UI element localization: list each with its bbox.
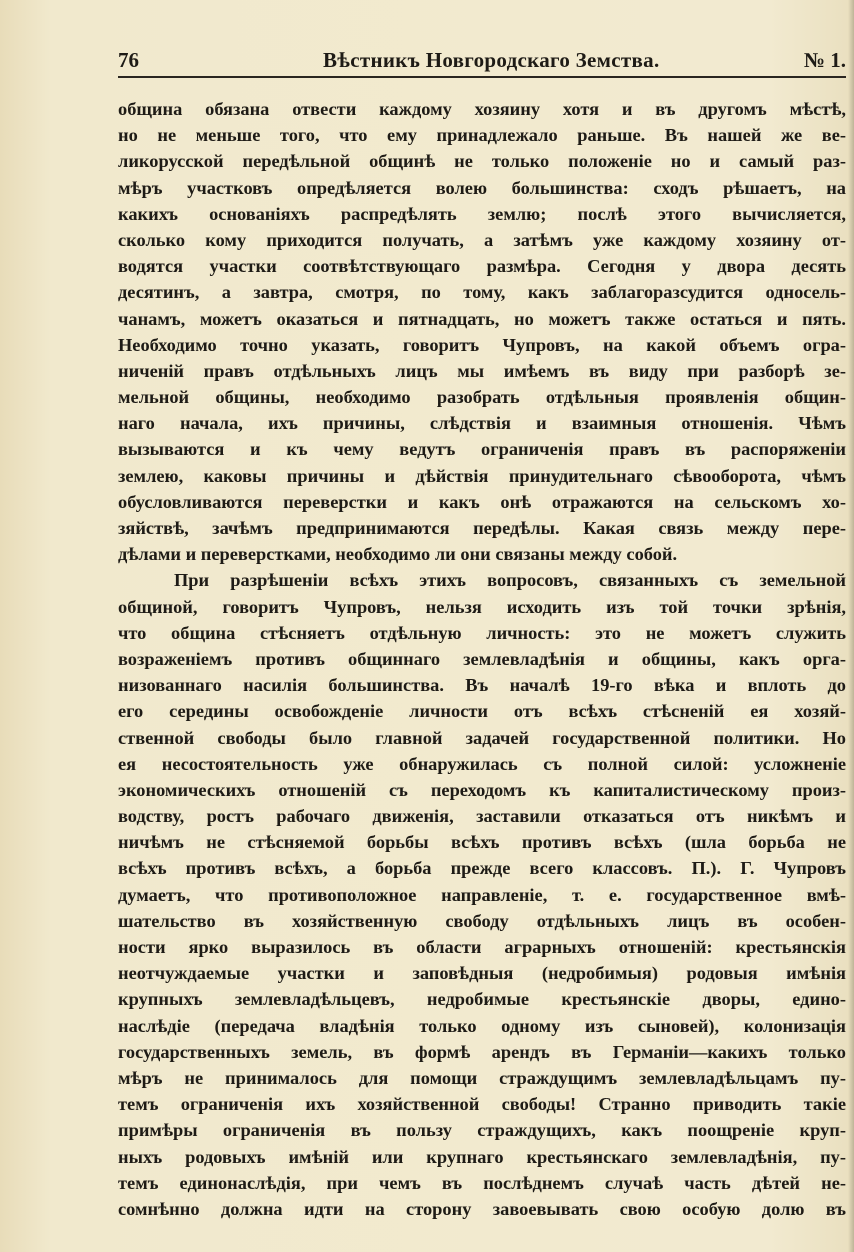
text-line: Необходимо точно указать, говоритъ Чупровъ, на какой объемъ огра- [118, 334, 846, 355]
text-line: ея несостоятельность уже обнаружилась съ полной силой: усложненіе [118, 753, 846, 774]
text-line: При разрѣшеніи всѣхъ этихъ вопросовъ, связанныхъ съ земельной [174, 570, 846, 591]
text-line: обусловливаются переверстки и какъ онѣ отражаются на сельскомъ хо- [118, 491, 846, 512]
text-line: сомнѣнно должна идти на сторону завоевывать свою особую долю въ [118, 1198, 846, 1219]
text-line: его середины освобожденіе личности отъ всѣхъ стѣсненій ея хозяй- [118, 701, 846, 722]
text-line: ности ярко выразилось въ области аграрныхъ отношеній: крестьянскія [118, 937, 846, 957]
text-line: экономическихъ отношеній съ переходомъ къ капиталистическому произ- [118, 779, 846, 800]
text-line: сколько кому приходится получать, а затѣмъ уже каждому хозяину от- [118, 229, 846, 250]
text-line: общиной, говоритъ Чупровъ, нельзя исходить изъ той точки зрѣнія, [118, 596, 846, 617]
text-line: мѣръ участковъ опредѣляется волею большинства: сходъ рѣшаетъ, на [118, 177, 846, 198]
text-line: водству, ростъ рабочаго движенія, заставили отказаться отъ никѣмъ и [118, 806, 846, 827]
text-line: ственной свободы было главной задачей государственной политики. Но [118, 727, 846, 748]
text-line: ничѣмъ не стѣсняемой борьбы всѣхъ противъ всѣхъ (шла борьба не [118, 832, 846, 853]
text-line: но не меньше того, что ему принадлежало раньше. Въ нашей же ве- [118, 125, 846, 146]
text-line: крупныхъ землевладѣльцевъ, недробимые крестьянскіе дворы, едино- [118, 989, 846, 1010]
text-line: вызываются и къ чему ведутъ ограниченія правъ въ распоряженіи [118, 439, 846, 460]
text-line: ныхъ родовыхъ имѣній или крупнаго крестьянскаго землевладѣнія, пу- [118, 1146, 846, 1167]
text-line: неотчуждаемые участки и заповѣдныя (недробимыя) родовыя имѣнія [118, 963, 846, 984]
text-line: что община стѣсняетъ отдѣльную личность: это не можетъ служить [118, 622, 846, 643]
text-line: темъ единонаслѣдія, при чемъ въ послѣднемъ случаѣ часть дѣтей не- [118, 1172, 846, 1193]
journal-title: Вѣстникъ Новгородскаго Земства. [323, 48, 660, 72]
text-line: ликорусской передѣльной общинѣ не только положеніе но и самый раз- [118, 151, 846, 172]
text-line: низованнаго насилія большинства. Въ началѣ 19-го вѣка и вплоть до [118, 675, 846, 696]
text-line: всѣхъ противъ всѣхъ, а борьба прежде всего классовъ. П.). Г. Чупровъ [118, 858, 846, 879]
text-line: думаетъ, что противоположное направленіе, т. е. государственное вмѣ- [118, 884, 846, 905]
text-line: какихъ основаніяхъ распредѣлять землю; послѣ этого вычисляется, [118, 203, 846, 224]
text-line: водятся участки соотвѣтствующаго размѣра. Сегодня у двора десять [118, 256, 846, 277]
text-line: землею, каковы причины и дѣйствія принудительнаго сѣвооборота, чѣмъ [118, 465, 846, 486]
issue-number: № 1. [803, 48, 846, 72]
text-line: наслѣдіе (передача владѣнія только одному изъ сыновей), колонизація [118, 1015, 846, 1036]
text-line: ниченій правъ отдѣльныхъ лицъ мы имѣемъ въ виду при разборѣ зе- [118, 360, 846, 381]
text-line: государственныхъ земель, въ формѣ арендъ въ Германіи—какихъ только [118, 1041, 846, 1062]
text-line: дѣлами и переверстками, необходимо ли они связаны между собой. [118, 544, 678, 565]
page-edge-shadow [848, 0, 854, 1252]
page-number: 76 [118, 48, 139, 72]
text-line: десятинъ, а завтра, смотря, по тому, какъ заблагоразсудится односель- [118, 282, 846, 303]
text-line: община обязана отвести каждому хозяину хотя и въ другомъ мѣстѣ, [118, 99, 846, 119]
text-line: возраженіемъ противъ общиннаго землевладѣнія и общины, какъ орга- [118, 648, 846, 669]
text-line: шательство въ хозяйственную свободу отдѣльныхъ лицъ въ особен- [118, 910, 846, 931]
text-line: зяйствѣ, зачѣмъ предпринимаются передѣлы. Какая связь между пере- [118, 518, 846, 538]
text-line: мельной общины, необходимо разобрать отдѣльныя проявленія общин- [118, 387, 846, 408]
text-line: чанамъ, можетъ оказаться и пятнадцать, но можетъ также остаться и пять. [118, 308, 846, 329]
text-line: мѣръ не принималось для помощи страждущимъ землевладѣльцамъ пу- [118, 1067, 846, 1088]
text-line: примѣры ограниченія въ пользу страждущихъ, какъ поощреніе круп- [118, 1120, 846, 1141]
body-text [118, 96, 846, 1222]
header-rule [118, 76, 846, 78]
text-line: темъ ограниченія ихъ хозяйственной свободы! Странно приводить такіе [118, 1094, 846, 1115]
running-header [118, 44, 846, 74]
text-line: наго начала, ихъ причины, слѣдствія и взаимныя отношенія. Чѣмъ [118, 413, 846, 434]
